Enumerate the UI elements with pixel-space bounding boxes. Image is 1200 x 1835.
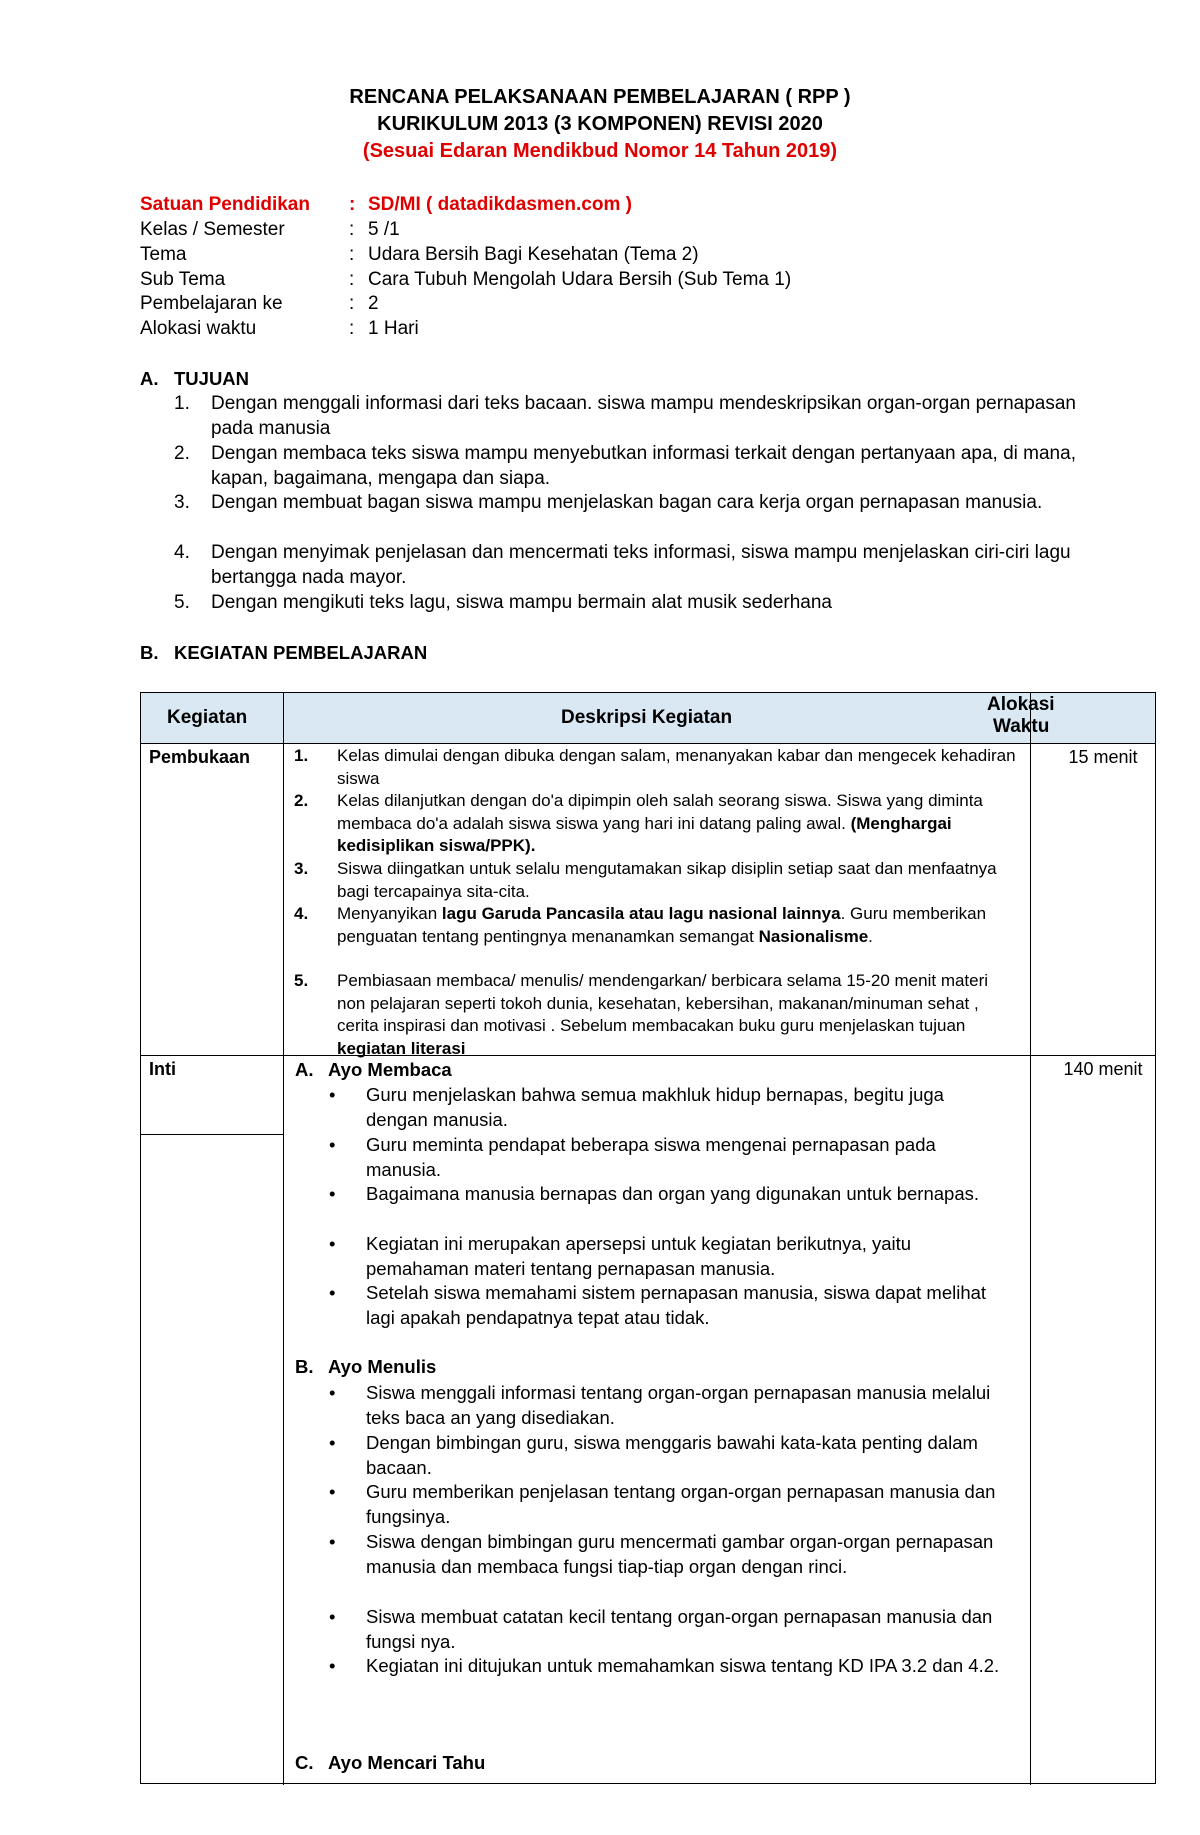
list-item [140,591,1120,617]
item-number: 1. [294,746,309,765]
row-divider [141,1134,283,1135]
header-alokasi: Alokasi [987,694,1055,715]
bullet-text: Guru memberikan penjelasan tentang organ-organ pernapasan manusia dan fungsinya. [366,1481,996,1527]
identity-value: 1 Hari [368,318,419,339]
cell-inti: Inti [149,1059,176,1079]
identity-colon: : [349,269,355,290]
item-number: 4. [294,904,309,923]
bullet-text: Siswa menggali informasi tentang organ-organ pernapasan manusia melalui teks baca an yang disediakan. [366,1382,991,1428]
identity-value: 2 [368,293,379,314]
identity-colon: : [349,318,355,339]
subsection-title: Ayo Membaca [328,1059,452,1080]
identity-label: Kelas / Semester [140,219,285,240]
identity-value: SD/MI ( datadikdasmen.com ) [368,194,632,215]
item-text: Kelas dimulai dengan dibuka dengan salam, menanyakan kabar dan mengecek kehadiran siswa [337,746,1016,788]
subsection-heading [295,1356,436,1378]
column-divider [1030,693,1031,1785]
item-text: Kelas dilanjutkan dengan do'a dipimpin oleh salah seorang siswa. Siswa yang diminta membaca do'a adalah siswa siswa yang hari ini datang paling awal. (Menghargai kedisiplikan siswa/PPK). [337,791,983,855]
item-number: 5. [174,592,190,613]
column-divider [283,693,284,1785]
list-item [140,392,1120,442]
item-number: 2. [294,791,309,810]
doc-subtitle: (Sesuai Edaran Mendikbud Nomor 14 Tahun 2019) [362,140,838,162]
section-heading-kegiatan [140,642,427,664]
bullet-text: Siswa dengan bimbingan guru mencermati gambar organ-organ pernapasan manusia dan membaca fungsi tiap-tiap organ dengan rinci. [366,1531,994,1577]
section-letter: A. [140,368,159,389]
identity-value: 5 /1 [368,219,400,240]
identity-colon: : [349,194,356,215]
list-item [140,442,1120,492]
subsection-title: Ayo Menulis [328,1356,437,1377]
bullet-text: Guru meminta pendapat beberapa siswa mengenai pernapasan pada manusia. [366,1134,936,1180]
item-number: 4. [174,542,190,563]
identity-value: Cara Tubuh Mengolah Udara Bersih (Sub Tema 1) [368,269,792,290]
list-item [140,491,1120,541]
identity-label: Sub Tema [140,269,226,290]
bullet-text: Siswa membuat catatan kecil tentang organ-organ pernapasan manusia dan fungsi nya. [366,1606,993,1652]
item-text: Dengan membaca teks siswa mampu menyebutkan informasi terkait dengan pertanyaan apa, di mana, kapan, bagaimana, mengapa dan siapa. [211,443,1076,489]
activity-table: Kegiatan Deskripsi Kegiatan Alokasi Waktu Pembukaan 15 menit 1. Kelas dimulai dengan dibuka dengan salam, menanyakan kabar dan mengecek kehadiran siswa 2. Kelas dilanjutkan dengan do'a dipimpin oleh salah seorang siswa. Siswa yang diminta membaca do'a adalah siswa siswa yang hari ini datang paling awal. (Menghargai kedisiplikan siswa/PPK). 3. Siswa diingatkan untuk selalu mengutamakan sikap disiplin setiap saat dan menfaatnya bagi tercapainya sita-cita. 4. Menyanyikan lagu Garuda Pancasila atau lagu nasional lainnya. Guru memberikan penguatan tentang pentingnya menanamkan semangat Nasionalisme. 5. Pembiasaan membaca/ menulis/ mendengarkan/ berbicara selama 15-20 menit materi non pelajaran seperti tokoh dunia, kesehatan, kebersihan, makanan/minuman sehat , cerita inspirasi dan motivasi . Sebelum membacakan buku guru menjelaskan tujuan kegiatan literasi Inti 140 menit A. Ayo Membaca • Guru menjelaskan bahwa semua makhluk hidup bernapas, begitu juga dengan manusia. • Guru meminta pendapat beberapa siswa mengenai pernapasan pada manusia. • Bagaimana manusia bernapas dan organ yang digunakan untuk bernapas. • Kegiatan ini merupakan apersepsi untuk kegiatan berikutnya, yaitu pemahaman materi tentang pernapasan manusia. • Setelah siswa memahami sistem pernapasan manusia, siswa dapat melihat lagi apakah pendapatnya tepat atau tidak. B. Ayo Menulis • Siswa menggali informasi tentang organ-organ pernapasan manusia melalui teks baca an yang disediakan. • Dengan bimbingan guru, siswa menggaris bawahi kata-kata penting dalam bacaan. • Guru memberikan penjelasan tentang organ-organ pernapasan manusia dan fungsinya. • Siswa dengan bimbingan guru mencermati gambar organ-organ pernapasan manusia dan membaca fungsi tiap-tiap organ dengan rinci. • Siswa membuat catatan kecil tentang organ-organ pernapasan manusia dan fungsi nya. • Kegiatan ini ditujukan untuk memahamkan siswa tentang KD IPA 3.2 dan 4.2. C. Ayo Mencari Tahu [140,692,1156,1784]
identity-colon: : [349,244,355,265]
subsection-title: Ayo Mencari Tahu [328,1752,486,1773]
subsection-heading [295,1752,485,1774]
subsection-letter: A. [295,1059,314,1080]
item-text: Siswa diingatkan untuk selalu mengutamakan sikap disiplin setiap saat dan menfaatnya bagi tercapainya sita-cita. [337,859,997,901]
item-text: Dengan mengikuti teks lagu, siswa mampu bermain alat musik sederhana [211,592,832,613]
section-heading-tujuan [140,368,249,390]
bullet-text: Setelah siswa memahami sistem pernapasan manusia, siswa dapat melihat lagi apakah pendapatnya tepat atau tidak. [366,1282,987,1328]
time-pembukaan: 15 menit [1068,747,1138,767]
item-number: 2. [174,443,190,464]
doc-title-2: KURIKULUM 2013 (3 KOMPONEN) REVISI 2020 [377,113,823,135]
item-text: Dengan menggali informasi dari teks bacaan. siswa mampu mendeskripsikan organ-organ pernapasan pada manusia [211,393,1076,439]
identity-label: Tema [140,244,187,265]
bullet-text: Guru menjelaskan bahwa semua makhluk hidup bernapas, begitu juga dengan manusia. [366,1084,944,1130]
header-waktu: Waktu [993,716,1050,737]
subsection-heading [295,1059,452,1081]
bullet-text: Bagaimana manusia bernapas dan organ yang digunakan untuk bernapas. [366,1183,980,1204]
item-number: 3. [174,492,190,513]
identity-colon: : [349,219,355,240]
identity-colon: : [349,293,355,314]
bullet-text: Dengan bimbingan guru, siswa menggaris bawahi kata-kata penting dalam bacaan. [366,1432,978,1478]
item-number: 3. [294,859,309,878]
subsection-letter: B. [295,1356,314,1377]
identity-label: Satuan Pendidikan [140,194,310,215]
bullet-text: Kegiatan ini merupakan apersepsi untuk kegiatan berikutnya, yaitu pemahaman materi tentang pernapasan manusia. [366,1233,912,1279]
identity-label: Alokasi waktu [140,318,257,339]
item-text: Dengan menyimak penjelasan dan mencermati teks informasi, siswa mampu menjelaskan ciri-ciri lagu bertangga nada mayor. [211,542,1071,588]
time-inti: 140 menit [1063,1059,1143,1079]
item-number: 5. [294,971,309,990]
item-text: Pembiasaan membaca/ menulis/ mendengarkan/ berbicara selama 15-20 menit materi non pelajaran seperti tokoh dunia, kesehatan, kebersihan, makanan/minuman sehat , cerita inspirasi dan motivasi . Sebelum membacakan buku guru menjelaskan tujuan kegiatan literasi [337,971,989,1058]
subsection-letter: C. [295,1752,314,1773]
header-deskripsi: Deskripsi Kegiatan [561,707,733,728]
doc-title-1: RENCANA PELAKSANAAN PEMBELAJARAN ( RPP ) [349,86,851,108]
item-number: 1. [174,393,190,414]
identity-value: Udara Bersih Bagi Kesehatan (Tema 2) [368,244,699,265]
section-letter: B. [140,642,159,663]
table-header-row [141,693,1155,744]
item-text: Menyanyikan lagu Garuda Pancasila atau lagu nasional lainnya. Guru memberikan penguatan tentang pentingnya menanamkan semangat Nasionalisme. [337,904,987,946]
header-kegiatan: Kegiatan [167,707,248,728]
section-title: KEGIATAN PEMBELAJARAN [174,642,428,663]
identity-label: Pembelajaran ke [140,293,283,314]
section-title: TUJUAN [174,368,250,389]
cell-pembukaan: Pembukaan [149,747,251,767]
list-item [140,541,1120,591]
item-text: Dengan membuat bagan siswa mampu menjelaskan bagan cara kerja organ pernapasan manusia. [211,492,1043,513]
bullet-text: Kegiatan ini ditujukan untuk memahamkan siswa tentang KD IPA 3.2 dan 4.2. [366,1655,1000,1676]
